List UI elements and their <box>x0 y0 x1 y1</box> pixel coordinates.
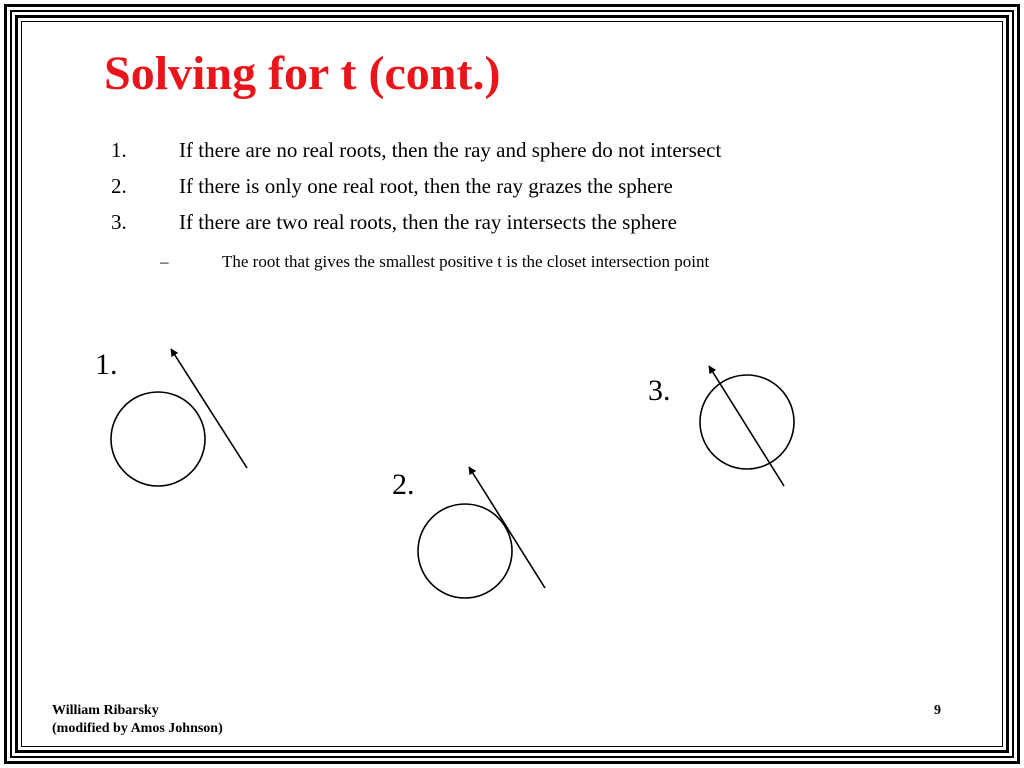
page-number: 9 <box>934 703 941 718</box>
figure-1-no-intersection <box>111 349 247 486</box>
sphere-2 <box>418 504 512 598</box>
list-item-text: If there is only one real root, then the ray grazes the sphere <box>179 174 673 198</box>
list-item-number: 3. <box>111 210 127 234</box>
sphere-1 <box>111 392 205 486</box>
figure-label-1: 1. <box>95 348 118 381</box>
list-item-number: 1. <box>111 138 127 162</box>
list-item-number: 2. <box>111 174 127 198</box>
ray-2 <box>469 467 545 588</box>
figure-label-2: 2. <box>392 468 415 501</box>
figure-label-3: 3. <box>648 374 671 407</box>
footer-modified: (modified by Amos Johnson) <box>52 721 223 737</box>
ray-1 <box>171 349 247 468</box>
ray-3 <box>709 366 784 486</box>
sub-list-bullet: – <box>160 252 169 271</box>
footer-author: William Ribarsky <box>52 703 159 718</box>
figure-3-intersecting <box>700 366 794 486</box>
sphere-3 <box>700 375 794 469</box>
sub-list-text: The root that gives the smallest positive t is the closet intersection point <box>222 252 710 271</box>
list-item-text: If there are two real roots, then the ray intersects the sphere <box>179 210 677 234</box>
footer-credits <box>52 702 223 738</box>
list-item-text: If there are no real roots, then the ray and sphere do not intersect <box>179 138 722 162</box>
figure-2-grazing <box>418 467 545 598</box>
slide-title: Solving for t (cont.) <box>104 47 501 100</box>
